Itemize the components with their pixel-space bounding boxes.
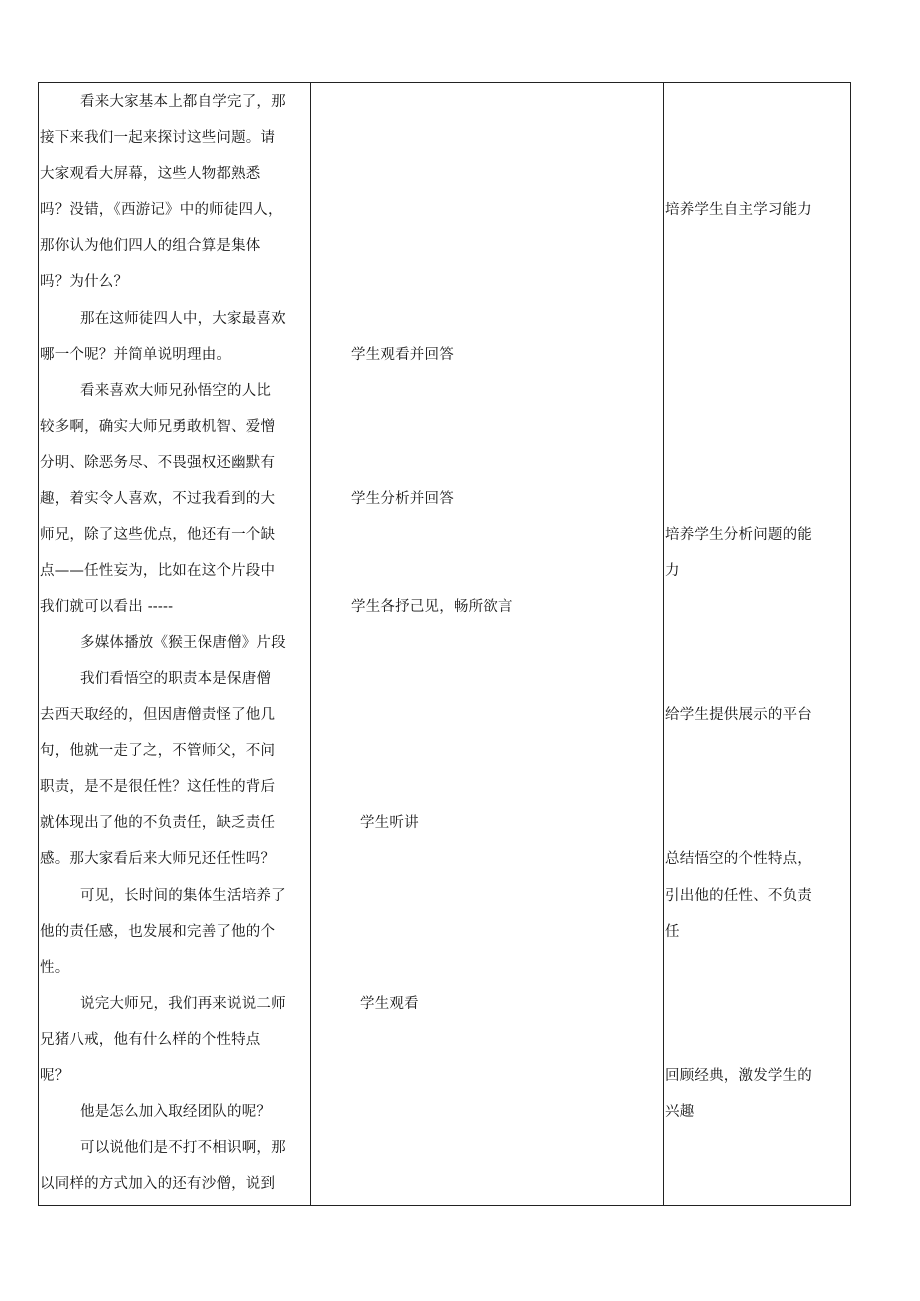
design-text-line: 力 <box>665 563 680 579</box>
design-text-line: 培养学生自主学习能力 <box>665 202 812 218</box>
teacher-text-line: 点——任性妄为，比如在这个片段中 <box>40 563 276 579</box>
teacher-text-line: 句，他就一走了之，不管师父，不问 <box>40 743 276 759</box>
teacher-text-line: 看来大家基本上都自学完了，那 <box>80 94 286 110</box>
design-text-line: 培养学生分析问题的能 <box>665 527 812 543</box>
teacher-text-line: 接下来我们一起来探讨这些问题。请 <box>40 130 276 146</box>
teacher-text-line: 哪一个呢？并简单说明理由。 <box>40 347 232 363</box>
teacher-text-line: 我们看悟空的职责本是保唐僧 <box>80 671 272 687</box>
teacher-text-line: 趣，着实令人喜欢，不过我看到的大 <box>40 491 276 507</box>
design-intent-column <box>664 83 851 1205</box>
design-text-line: 兴趣 <box>665 1104 695 1120</box>
teacher-text-line: 可见，长时间的集体生活培养了 <box>80 888 286 904</box>
design-text-line: 给学生提供展示的平台 <box>665 707 812 723</box>
student-activity-column <box>311 83 663 1205</box>
teacher-text-line: 感。那大家看后来大师兄还任性吗？ <box>40 851 276 867</box>
student-text-line: 学生观看并回答 <box>351 347 454 363</box>
teacher-text-line: 那你认为他们四人的组合算是集体 <box>40 238 261 254</box>
teacher-text-line: 多媒体播放《猴王保唐僧》片段 <box>80 635 286 651</box>
teacher-text-line: 性。 <box>40 960 70 976</box>
teacher-text-line: 分明、除恶务尽、不畏强权还幽默有 <box>40 455 276 471</box>
teacher-text-line: 师兄，除了这些优点，他还有一个缺 <box>40 527 276 543</box>
student-text-line: 学生听讲 <box>360 815 419 831</box>
teacher-text-line: 呢？ <box>40 1068 70 1084</box>
teacher-text-line: 他的责任感，也发展和完善了他的个 <box>40 924 276 940</box>
student-text-line: 学生各抒己见，畅所欲言 <box>351 599 513 615</box>
teacher-text-line: 以同样的方式加入的还有沙僧，说到 <box>40 1176 276 1192</box>
student-text-line: 学生观看 <box>360 996 419 1012</box>
teacher-text-line: 去西天取经的，但因唐僧责怪了他几 <box>40 707 276 723</box>
teacher-text-line: 那在这师徒四人中，大家最喜欢 <box>80 311 286 327</box>
lesson-plan-table <box>38 82 851 1206</box>
design-text-line: 总结悟空的个性特点， <box>665 851 812 867</box>
teacher-text-line: 就体现出了他的不负责任，缺乏责任 <box>40 815 276 831</box>
teacher-text-line: 职责，是不是很任性？这任性的背后 <box>40 779 276 795</box>
teacher-text-line: 兄猪八戒，他有什么样的个性特点 <box>40 1032 261 1048</box>
design-text-line: 回顾经典，激发学生的 <box>665 1068 812 1084</box>
teacher-text-line: 可以说他们是不打不相识啊，那 <box>80 1140 286 1156</box>
student-text-line: 学生分析并回答 <box>351 491 454 507</box>
teacher-text-line: 说完大师兄，我们再来说说二师 <box>80 996 286 1012</box>
teacher-text-line: 吗？没错，《西游记》中的师徒四人， <box>40 202 283 218</box>
teacher-text-line: 吗？为什么？ <box>40 274 129 290</box>
design-text-line: 任 <box>665 924 680 940</box>
teacher-text-line: 他是怎么加入取经团队的呢？ <box>80 1104 272 1120</box>
design-text-line: 引出他的任性、不负责 <box>665 888 812 904</box>
teacher-activity-column <box>39 83 310 1205</box>
teacher-text-line: 大家观看大屏幕，这些人物都熟悉 <box>40 166 261 182</box>
teacher-text-line: 较多啊，确实大师兄勇敢机智、爱憎 <box>40 419 276 435</box>
teacher-text-line: 我们就可以看出 ----- <box>40 599 174 615</box>
teacher-text-line: 看来喜欢大师兄孙悟空的人比 <box>80 383 272 399</box>
